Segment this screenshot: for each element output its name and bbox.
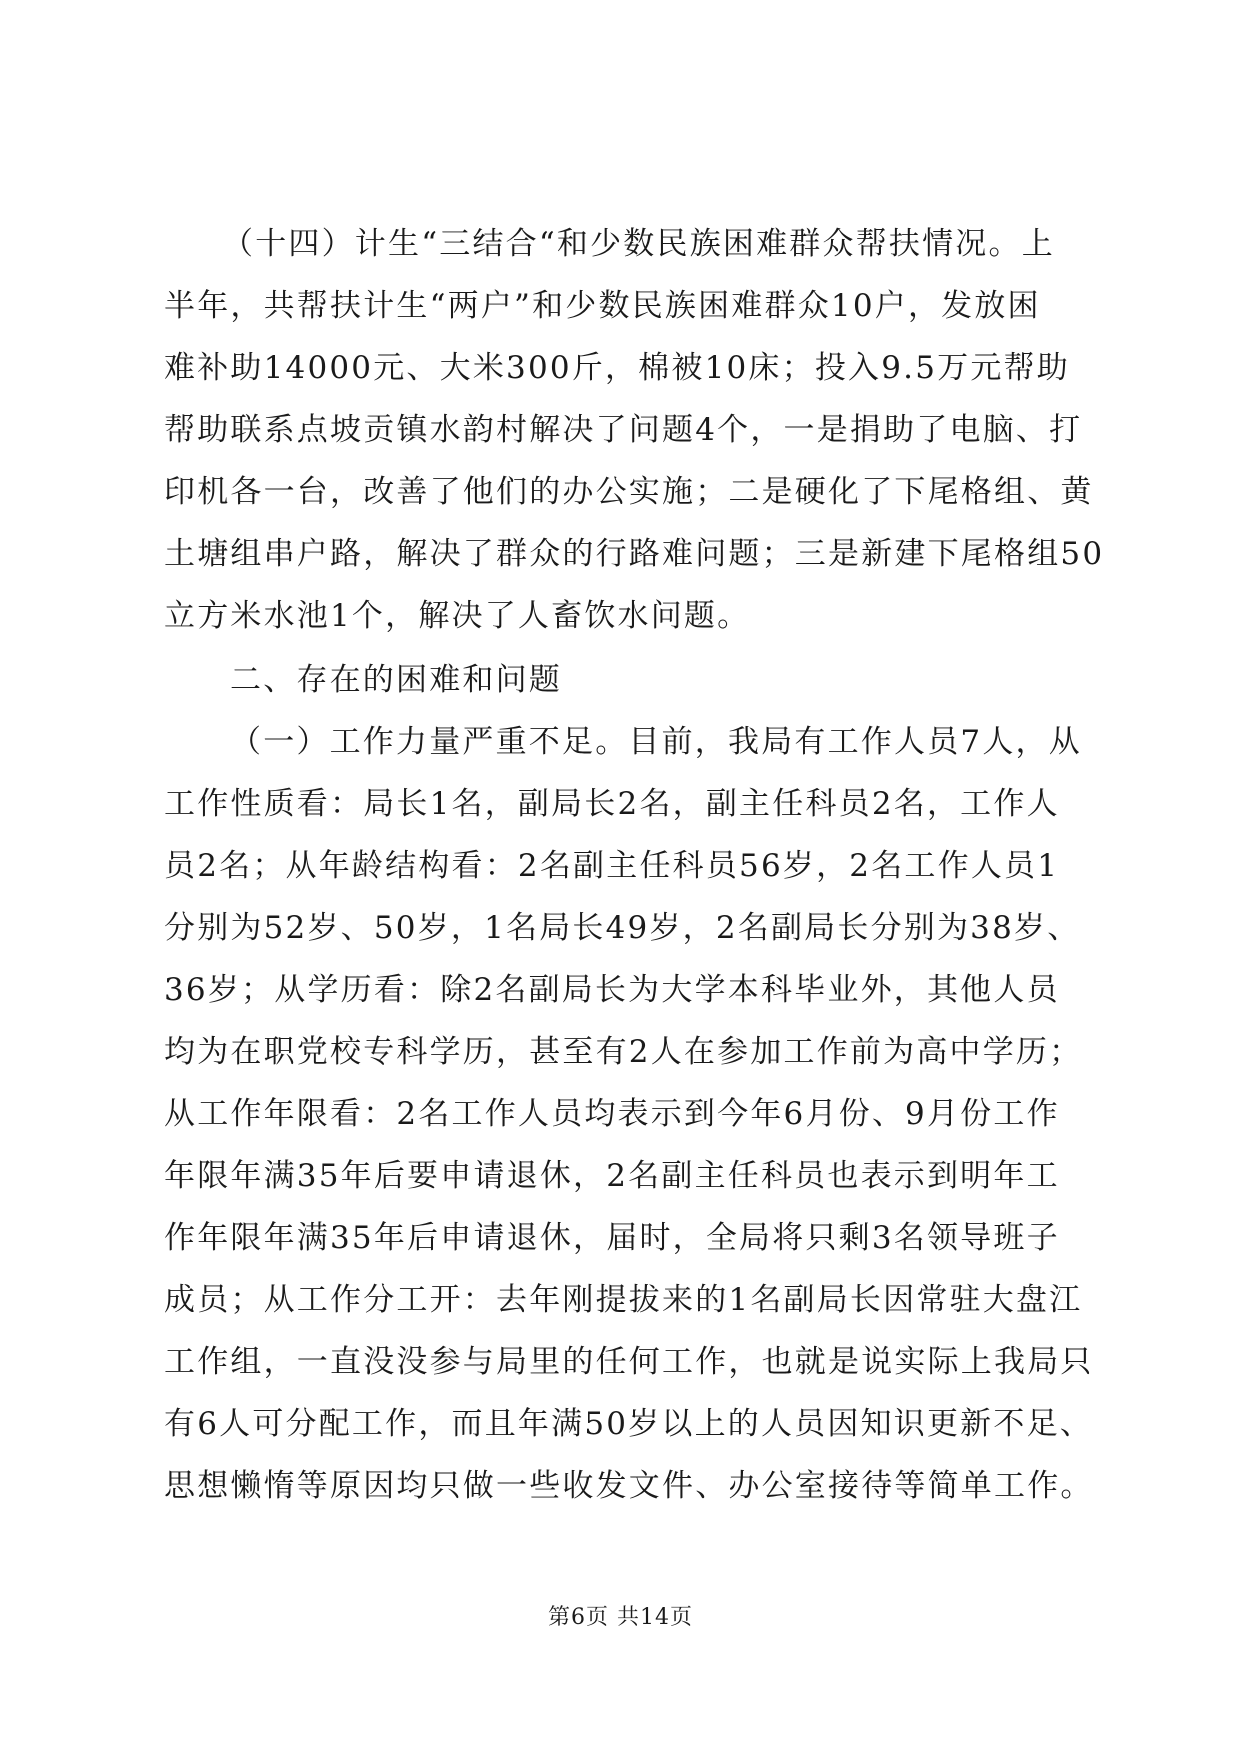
paragraph-line: 年限年满35年后要申请退休，2名副主任科员也表示到明年工 bbox=[164, 1158, 1060, 1194]
paragraph-line: （十四）计生“三结合“和少数民族困难群众帮扶情况。上 bbox=[222, 226, 1055, 262]
paragraph-line: 成员；从工作分工开：去年刚提拔来的1名副局长因常驻大盘江 bbox=[164, 1282, 1083, 1318]
paragraph-line: 帮助联系点坡贡镇水韵村解决了问题4个，一是捐助了电脑、打 bbox=[164, 412, 1083, 448]
paragraph-line: 36岁；从学历看：除2名副局长为大学本科毕业外，其他人员 bbox=[164, 972, 1060, 1008]
paragraph-line: 工作组，一直没没参与局里的任何工作，也就是说实际上我局只 bbox=[164, 1344, 1094, 1380]
paragraph-line: 土塘组串户路，解决了群众的行路难问题；三是新建下尾格组50 bbox=[164, 536, 1105, 572]
paragraph-line: 立方米水池1个，解决了人畜饮水问题。 bbox=[164, 598, 751, 634]
paragraph-line: 印机各一台，改善了他们的办公实施；二是硬化了下尾格组、黄 bbox=[164, 474, 1094, 510]
paragraph-line: 分别为52岁、50岁，1名局长49岁，2名副局长分别为38岁、 bbox=[164, 910, 1081, 946]
paragraph-line: （一）工作力量严重不足。目前，我局有工作人员7人，从 bbox=[230, 724, 1082, 760]
page-number-footer: 第6页 共14页 bbox=[548, 1605, 693, 1630]
paragraph-line: 思想懒惰等原因均只做一些收发文件、办公室接待等简单工作。 bbox=[164, 1468, 1094, 1504]
paragraph-line: 员2名；从年龄结构看：2名副主任科员56岁，2名工作人员1 bbox=[164, 848, 1060, 884]
paragraph-line: 从工作年限看：2名工作人员均表示到今年6月份、9月份工作 bbox=[164, 1096, 1060, 1132]
section-heading: 二、存在的困难和问题 bbox=[230, 662, 562, 698]
paragraph-line: 半年，共帮扶计生“两户”和少数民族困难群众10户，发放困 bbox=[164, 288, 1041, 324]
paragraph-line: 难补助14000元、大米300斤，棉被10床；投入9.5万元帮助 bbox=[164, 350, 1070, 386]
paragraph-line: 有6人可分配工作，而且年满50岁以上的人员因知识更新不足、 bbox=[164, 1406, 1093, 1442]
paragraph-line: 均为在职党校专科学历，甚至有2人在参加工作前为高中学历； bbox=[164, 1034, 1083, 1070]
paragraph-line: 工作性质看：局长1名，副局长2名，副主任科员2名，工作人 bbox=[164, 786, 1060, 822]
paragraph-line: 作年限年满35年后申请退休，届时，全局将只剩3名领导班子 bbox=[164, 1220, 1060, 1256]
